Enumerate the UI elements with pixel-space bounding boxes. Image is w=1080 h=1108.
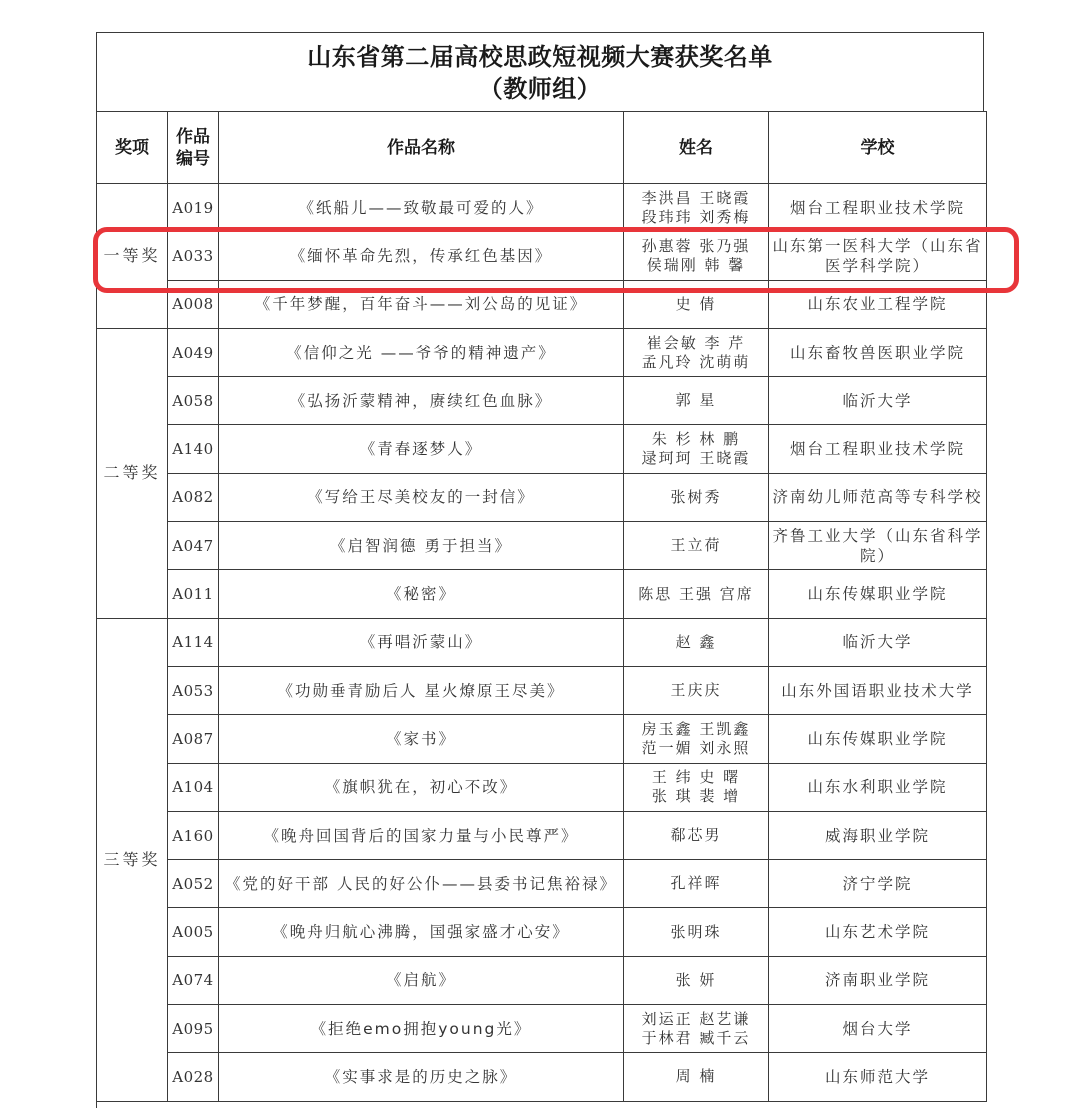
author-name-line: 朱 杉 林 鹏 [651, 430, 741, 449]
school-cell: 烟台工程职业技术学院 [769, 425, 987, 473]
table-row [97, 956, 987, 1004]
title-line-1: 山东省第二届高校思政短视频大赛获奖名单 [307, 43, 773, 71]
author-name-line: 张明珠 [670, 922, 722, 941]
school-cell: 济宁学院 [769, 860, 987, 908]
work-code-cell: A028 [168, 1053, 219, 1101]
author-name-line: 张树秀 [670, 487, 722, 506]
school-cell: 济南职业学院 [769, 956, 987, 1004]
work-code-cell: A114 [168, 618, 219, 666]
prize-cell: 二等奖 [97, 328, 168, 618]
work-code-cell: A052 [168, 860, 219, 908]
work-name-cell: 《信仰之光 ——爷爷的精神遗产》 [219, 328, 624, 376]
work-name-cell: 《青春逐梦人》 [219, 425, 624, 473]
school-cell: 山东传媒职业学院 [769, 570, 987, 618]
author-name-line: 张 妍 [675, 970, 717, 989]
work-name-cell: 《晚舟回国背后的国家力量与小民尊严》 [219, 811, 624, 859]
work-code-cell: A011 [168, 570, 219, 618]
school-cell: 济南幼儿师范高等专科学校 [769, 473, 987, 521]
author-name-line: 于林君 臧千云 [641, 1028, 751, 1047]
author-name-line: 王 纬 史 曙 [651, 768, 741, 787]
work-name-cell: 《启智润德 勇于担当》 [219, 522, 624, 570]
author-name-line: 刘运正 赵艺谦 [641, 1009, 751, 1028]
prize-cell: 三等奖 [97, 618, 168, 1101]
work-name-cell: 《晚舟归航心沸腾，国强家盛才心安》 [219, 908, 624, 956]
table-row [97, 522, 987, 570]
table-row [97, 280, 987, 328]
work-name-cell: 《家书》 [219, 715, 624, 763]
table-row [97, 328, 987, 376]
work-code-cell: A104 [168, 763, 219, 811]
work-name-cell: 《党的好干部 人民的好公仆——县委书记焦裕禄》 [219, 860, 624, 908]
work-name-cell: 《实事求是的历史之脉》 [219, 1053, 624, 1101]
work-code-cell: A053 [168, 666, 219, 714]
school-cell: 齐鲁工业大学（山东省科学院） [769, 522, 987, 570]
school-cell: 临沂大学 [769, 618, 987, 666]
table-row [97, 666, 987, 714]
work-name-cell: 《功勋垂青励后人 星火燎原王尽美》 [219, 666, 624, 714]
author-names-cell [624, 377, 769, 425]
header-code-line1: 作品 [176, 126, 210, 147]
school-cell: 威海职业学院 [769, 811, 987, 859]
work-code-cell: A095 [168, 1005, 219, 1053]
author-names-cell [624, 908, 769, 956]
work-code-cell: A058 [168, 377, 219, 425]
table-row [97, 908, 987, 956]
author-names-cell [624, 956, 769, 1004]
school-cell: 山东艺术学院 [769, 908, 987, 956]
author-names-cell [624, 570, 769, 618]
author-names-cell [624, 184, 769, 232]
work-code-cell: A008 [168, 280, 219, 328]
author-names-cell [624, 1005, 769, 1053]
school-cell: 山东水利职业学院 [769, 763, 987, 811]
work-name-cell: 《旗帜犹在，初心不改》 [219, 763, 624, 811]
school-cell: 山东外国语职业技术大学 [769, 666, 987, 714]
author-names-cell [624, 811, 769, 859]
table-row [97, 715, 987, 763]
header-code [168, 112, 219, 184]
work-code-cell: A019 [168, 184, 219, 232]
table-row [97, 425, 987, 473]
school-cell: 烟台工程职业技术学院 [769, 184, 987, 232]
header-code-line2: 编号 [176, 148, 210, 169]
header-work-name: 作品名称 [219, 112, 624, 184]
author-name-line: 崔会敏 李 芹 [646, 333, 746, 352]
table-row [97, 184, 987, 232]
work-name-cell: 《启航》 [219, 956, 624, 1004]
work-name-cell: 《秘密》 [219, 570, 624, 618]
school-cell: 山东师范大学 [769, 1053, 987, 1101]
work-code-cell: A047 [168, 522, 219, 570]
author-name-line: 赵 鑫 [675, 632, 717, 651]
author-names-cell [624, 522, 769, 570]
author-name-line: 郗芯男 [670, 826, 722, 844]
author-name-line: 郭 星 [675, 391, 717, 410]
school-cell: 山东畜牧兽医职业学院 [769, 328, 987, 376]
table-row [97, 1005, 987, 1053]
author-name-line: 孙惠蓉 张乃强 [641, 236, 751, 255]
table-row [97, 763, 987, 811]
award-table [96, 111, 987, 1102]
table-row [97, 473, 987, 521]
work-code-cell: A160 [168, 811, 219, 859]
table-row [97, 811, 987, 859]
author-names-cell [624, 280, 769, 328]
work-name-cell: 《纸船儿——致敬最可爱的人》 [219, 184, 624, 232]
work-name-cell: 《拒绝emo拥抱young光》 [219, 1005, 624, 1053]
prize-cell: 一等奖 [97, 184, 168, 329]
author-name-line: 王庆庆 [670, 681, 722, 700]
table-header-row [97, 112, 987, 184]
school-cell: 烟台大学 [769, 1005, 987, 1053]
table-row [97, 618, 987, 666]
work-code-cell: A082 [168, 473, 219, 521]
school-cell: 山东农业工程学院 [769, 280, 987, 328]
author-name-line: 逯珂珂 王晓霞 [641, 449, 751, 468]
work-code-cell: A033 [168, 232, 219, 280]
document-title [96, 32, 984, 111]
author-names-cell [624, 328, 769, 376]
school-cell: 山东第一医科大学（山东省医学科学院） [769, 232, 987, 280]
table-row [97, 860, 987, 908]
table-row [97, 377, 987, 425]
work-code-cell: A049 [168, 328, 219, 376]
author-name-line: 段玮玮 刘秀梅 [641, 207, 751, 226]
work-name-cell: 《再唱沂蒙山》 [219, 618, 624, 666]
author-names-cell [624, 860, 769, 908]
work-name-cell: 《缅怀革命先烈，传承红色基因》 [219, 232, 624, 280]
author-names-cell [624, 425, 769, 473]
author-names-cell [624, 666, 769, 714]
work-code-cell: A074 [168, 956, 219, 1004]
author-names-cell [624, 618, 769, 666]
author-names-cell [624, 763, 769, 811]
table-body [97, 184, 987, 1102]
work-name-cell: 《弘扬沂蒙精神，赓续红色血脉》 [219, 377, 624, 425]
author-name-line: 周 楠 [675, 1067, 717, 1086]
table-continuation [96, 1102, 987, 1108]
header-names: 姓名 [624, 112, 769, 184]
title-line-2: （教师组） [478, 75, 602, 103]
author-name-line: 史 倩 [675, 294, 717, 313]
author-names-cell [624, 715, 769, 763]
school-cell: 临沂大学 [769, 377, 987, 425]
author-name-line: 陈思 王强 宫席 [638, 584, 754, 603]
header-school: 学校 [769, 112, 987, 184]
author-name-line: 侯瑞刚 韩 馨 [646, 255, 746, 274]
author-name-line: 孟凡玲 沈萌萌 [641, 352, 751, 371]
work-name-cell: 《写给王尽美校友的一封信》 [219, 473, 624, 521]
school-cell: 山东传媒职业学院 [769, 715, 987, 763]
header-prize: 奖项 [97, 112, 168, 184]
table-row [97, 232, 987, 280]
author-names-cell [624, 473, 769, 521]
work-code-cell: A087 [168, 715, 219, 763]
author-names-cell [624, 232, 769, 280]
work-name-cell: 《千年梦醒，百年奋斗——刘公岛的见证》 [219, 280, 624, 328]
table-row [97, 1053, 987, 1101]
work-code-cell: A140 [168, 425, 219, 473]
author-names-cell [624, 1053, 769, 1101]
author-name-line: 范一媚 刘永照 [641, 738, 751, 757]
author-name-line: 张 琪 裴 增 [651, 787, 741, 806]
award-list-document [96, 32, 986, 1102]
table-row [97, 570, 987, 618]
work-code-cell: A005 [168, 908, 219, 956]
author-name-line: 李洪昌 王晓霞 [641, 188, 751, 207]
author-name-line: 孔祥晖 [670, 874, 722, 893]
author-name-line: 王立荷 [670, 536, 722, 555]
author-name-line: 房玉鑫 王凯鑫 [641, 719, 751, 738]
